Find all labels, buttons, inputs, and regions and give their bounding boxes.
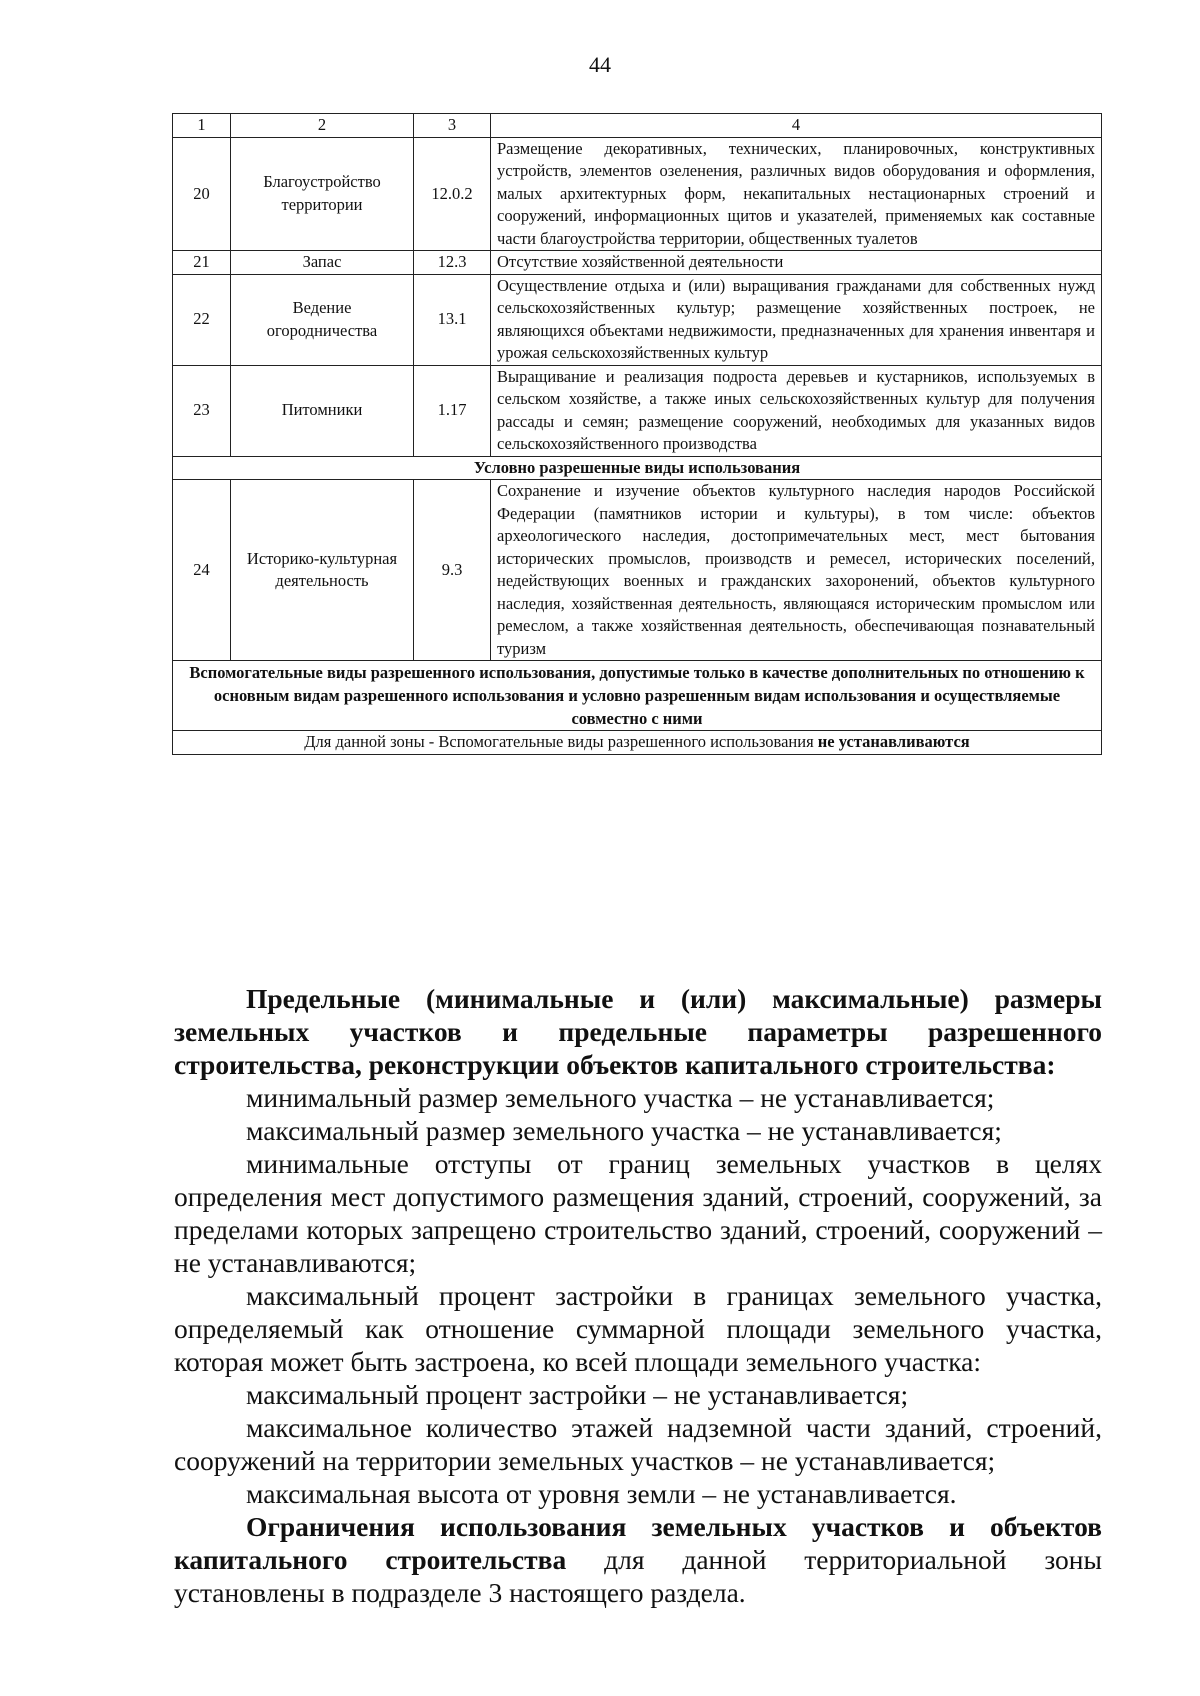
paragraph: максимальный процент застройки – не устанавливается; <box>246 1379 909 1410</box>
use-description: Размещение декоративных, технических, планировочных, конструктивных устройств, элементов озеленения, различных видов оборудования и оформления, малых архитектурных форм, некапитальных нестационарных строений и сооружений, информационных щитов и указателей, применяемых как составные части благоустройства территории, общественных туалетов <box>491 137 1102 251</box>
table-row <box>173 480 1102 661</box>
row-number: 24 <box>173 480 231 661</box>
paragraph: минимальные отступы от границ земельных участков в целях определения мест допустимого размещения зданий, строений, сооружений, за пределами которых запрещено строительство зданий, строений, сооружений – не устанавливаются; <box>174 1148 1102 1278</box>
use-name: Ведение огородничества <box>231 274 414 365</box>
row-number: 20 <box>173 137 231 251</box>
table-row <box>173 365 1102 456</box>
table-row <box>173 274 1102 365</box>
use-name: Историко-культурная деятельность <box>231 480 414 661</box>
footer-row <box>173 731 1102 755</box>
section-row <box>173 456 1102 480</box>
table-row <box>173 251 1102 275</box>
use-name: Питомники <box>231 365 414 456</box>
use-code: 9.3 <box>414 480 491 661</box>
land-use-table <box>172 113 1102 755</box>
paragraph: максимальный размер земельного участка – не устанавливается; <box>246 1115 1002 1146</box>
footer-prefix: Для данной зоны - Вспомогательные виды разрешенного использования <box>304 732 818 751</box>
table-footer <box>173 731 1102 755</box>
use-description: Осуществление отдыха и (или) выращивания гражданами для собственных нужд сельскохозяйственных культур; размещение хозяйственных построек, не являющихся объектами недвижимости, предназначенных для хранения инвентаря и урожая сельскохозяйственных культур <box>491 274 1102 365</box>
section-conditional-title: Условно разрешенные виды использования <box>173 456 1102 480</box>
use-name: Запас <box>231 251 414 275</box>
table-header-row <box>173 114 1102 138</box>
column-header: 1 <box>173 114 231 138</box>
paragraph: максимальная высота от уровня земли – не устанавливается. <box>246 1478 957 1509</box>
parameters-heading: Предельные (минимальные и (или) максимальные) размеры земельных участков и предельные параметры разрешенного строительства, реконструкции объектов капитального строительства: <box>174 983 1102 1080</box>
table-row <box>173 137 1102 251</box>
section-auxiliary-title: Вспомогательные виды разрешенного использования, допустимые только в качестве дополнительных по отношению к основным видам разрешенного использования и условно разрешенным видам использования и осуществляемые совместно с ними <box>173 661 1102 731</box>
use-name: Благоустройство территории <box>231 137 414 251</box>
section-row <box>173 661 1102 731</box>
paragraph: максимальный процент застройки в границах земельного участка, определяемый как отношение суммарной площади земельного участка, которая может быть застроена, ко всей площади земельного участка: <box>174 1280 1102 1377</box>
restrictions-bold: Ограничения использования земельных участков и объектов капитального строительства <box>174 1511 1102 1575</box>
page-number: 44 <box>589 52 611 77</box>
use-description: Сохранение и изучение объектов культурного наследия народов Российской Федерации (памятников истории и культуры), в том числе: объектов археологического наследия, достопримечательных мест, мест бытования исторических промыслов, производств и ремесел, исторических поселений, недействующих военных и гражданских захоронений, объектов культурного наследия, хозяйственная деятельность, являющаяся историческим промыслом или ремеслом, а также хозяйственная деятельность, обеспечивающая познавательный туризм <box>491 480 1102 661</box>
paragraph: минимальный размер земельного участка – не устанавливается; <box>246 1082 995 1113</box>
body-text <box>174 982 1102 1609</box>
use-code: 12.0.2 <box>414 137 491 251</box>
column-header: 3 <box>414 114 491 138</box>
row-number: 22 <box>173 274 231 365</box>
column-header: 4 <box>491 114 1102 138</box>
use-description: Отсутствие хозяйственной деятельности <box>491 251 1102 275</box>
use-code: 13.1 <box>414 274 491 365</box>
row-number: 23 <box>173 365 231 456</box>
paragraph: максимальное количество этажей надземной части зданий, строений, сооружений на территории земельных участков – не устанавливается; <box>174 1412 1102 1476</box>
use-code: 12.3 <box>414 251 491 275</box>
restrictions-paragraph <box>174 1510 1102 1609</box>
restrictions-rest: для данной территориальной зоны установлены в подразделе 3 настоящего раздела. <box>174 1544 1102 1608</box>
column-header: 2 <box>231 114 414 138</box>
footer-bold: не устанавливаются <box>817 732 970 751</box>
row-number: 21 <box>173 251 231 275</box>
use-code: 1.17 <box>414 365 491 456</box>
use-description: Выращивание и реализация подроста деревьев и кустарников, используемых в сельском хозяйстве, а также иных сельскохозяйственных культур для получения рассады и семян; размещение сооружений, необходимых для указанных видов сельскохозяйственного производства <box>491 365 1102 456</box>
